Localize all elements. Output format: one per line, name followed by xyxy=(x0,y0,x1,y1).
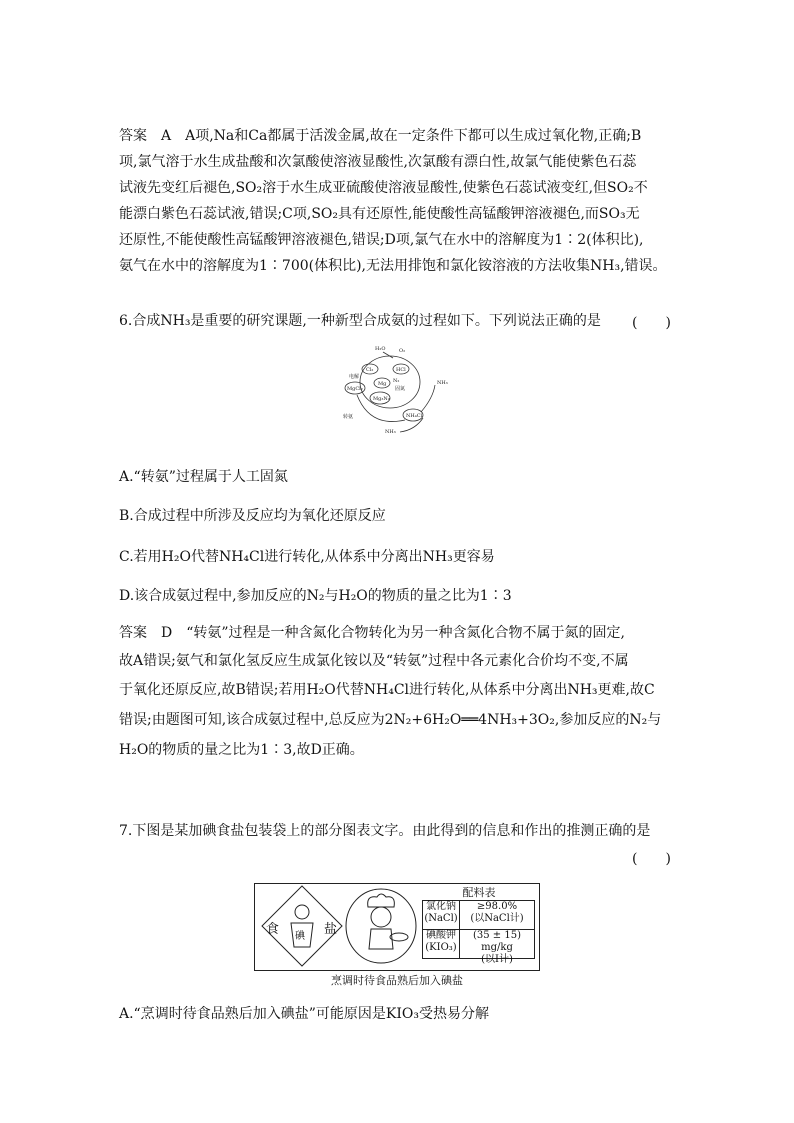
salt-package-label xyxy=(254,883,540,987)
table-title: 配料表 xyxy=(462,886,496,899)
table-row xyxy=(422,930,536,965)
answer-line: 答案 D “转氨”过程是一种含氮化合物转化为另一种含氮化合物不属于氮的固定, xyxy=(119,625,625,641)
ingredient-name-cell xyxy=(422,900,460,930)
answer-line: 错误;由题图可知,该合成氨过程中,总反应为2N₂+6H₂O══4NH₃+3O₂,参加反应的N₂与 xyxy=(119,712,662,728)
badge-char: 碘 xyxy=(295,931,305,942)
diagram-label: Mg₃N₂ xyxy=(373,396,390,402)
ingredient-note: (以NaCl计) xyxy=(470,913,524,924)
diagram-label: 固氮 xyxy=(395,386,406,392)
ingredient-name: 碘酸钾 xyxy=(426,930,456,941)
q7-answer-blank: ( ) xyxy=(632,851,671,867)
diagram-label: N₂ xyxy=(393,378,400,384)
diagram-label: 电解 xyxy=(349,374,360,380)
q6-option-a: A.“转氨”过程属于人工固氮 xyxy=(119,469,288,485)
diagram-label: NH₃ xyxy=(385,429,396,435)
diagram-label: NH₄Cl xyxy=(406,413,423,419)
ingredient-note: (以I计) xyxy=(481,954,513,965)
diagram-label: 转氨 xyxy=(343,414,354,420)
chef-mascot-icon xyxy=(344,887,418,965)
ingredient-value-cell xyxy=(460,930,535,965)
answer-line: 能漂白紫色石蕊试液,错误;C项,SO₂具有还原性,能使酸性高锰酸钾溶液褪色,而SO₃无 xyxy=(119,206,640,222)
diagram-label: Cl₂ xyxy=(366,367,374,373)
ingredient-value: (35 ± 15) mg/kg xyxy=(473,930,521,953)
ingredient-value: ≥98.0% xyxy=(476,901,518,912)
q7-option-a: A.“烹调时待食品熟后加入碘盐”可能原因是KIO₃受热易分解 xyxy=(119,1006,489,1022)
diagram-label: O₂ xyxy=(399,348,406,354)
q6-option-d: D.该合成氨过程中,参加反应的N₂与H₂O的物质的量之比为1∶3 xyxy=(119,588,512,604)
answer-line: 故A错误;氨气和氯化氢反应生成氯化铵以及“转氨”过程中各元素化合价均不变,不属 xyxy=(119,653,629,669)
ingredient-table xyxy=(422,886,536,965)
diagram-label: HCl xyxy=(396,367,406,373)
badge-char: 盐 xyxy=(324,922,338,937)
q6-option-c: C.若用H₂O代替NH₄Cl进行转化,从体系中分离出NH₃更容易 xyxy=(119,549,495,565)
q6-answer-blank: ( ) xyxy=(632,315,671,331)
ammonia-synthesis-diagram xyxy=(335,340,465,435)
ingredient-name-cell xyxy=(422,930,460,959)
diagram-label: Mg xyxy=(378,381,387,387)
diagram-label: MgCl₂ xyxy=(347,386,363,392)
diagram-label: NH₃ xyxy=(437,380,448,386)
answer-line: 于氧化还原反应,故B错误;若用H₂O代替NH₄Cl进行转化,从体系中分离出NH₃更难,故C xyxy=(119,682,655,698)
answer-line: 答案 A A项,Na和Ca都属于活泼金属,故在一定条件下都可以生成过氧化物,正确;B xyxy=(119,128,642,144)
answer-line: 还原性,不能使酸性高锰酸钾溶液褪色,错误;D项,氯气在水中的溶解度为1∶2(体积比), xyxy=(119,232,644,248)
badge-char: 食 xyxy=(266,922,280,937)
ingredient-formula: (NaCl) xyxy=(424,913,458,924)
answer-line: H₂O的物质的量之比为1∶3,故D正确。 xyxy=(119,742,364,758)
ingredient-formula: (KIO₃) xyxy=(425,942,457,953)
q6-option-b: B.合成过程中所涉及反应均为氧化还原反应 xyxy=(119,508,386,524)
ingredient-value-cell xyxy=(460,900,535,930)
iodized-salt-badge xyxy=(261,885,343,967)
ingredient-name: 氯化钠 xyxy=(426,901,456,912)
answer-line: 试液先变红后褪色,SO₂溶于水生成亚硫酸使溶液显酸性,使紫色石蕊试液变红,但SO₂不 xyxy=(119,180,648,196)
q7-stem: 7.下图是某加碘食盐包装袋上的部分图表文字。由此得到的信息和作出的推测正确的是 xyxy=(119,823,651,839)
answer-line: 项,氯气溶于水生成盐酸和次氯酸使溶液显酸性,次氯酸有漂白性,故氯气能使紫色石蕊 xyxy=(119,154,637,170)
label-caption: 烹调时待食品熟后加入碘盐 xyxy=(331,974,463,987)
diagram-label: H₂O xyxy=(375,346,386,352)
answer-line: 氨气在水中的溶解度为1∶700(体积比),无法用排饱和氯化铵溶液的方法收集NH₃,错误。 xyxy=(119,258,667,274)
q6-stem: 6.合成NH₃是重要的研究课题,一种新型合成氨的过程如下。下列说法正确的是 xyxy=(119,313,601,329)
table-row xyxy=(422,900,536,930)
